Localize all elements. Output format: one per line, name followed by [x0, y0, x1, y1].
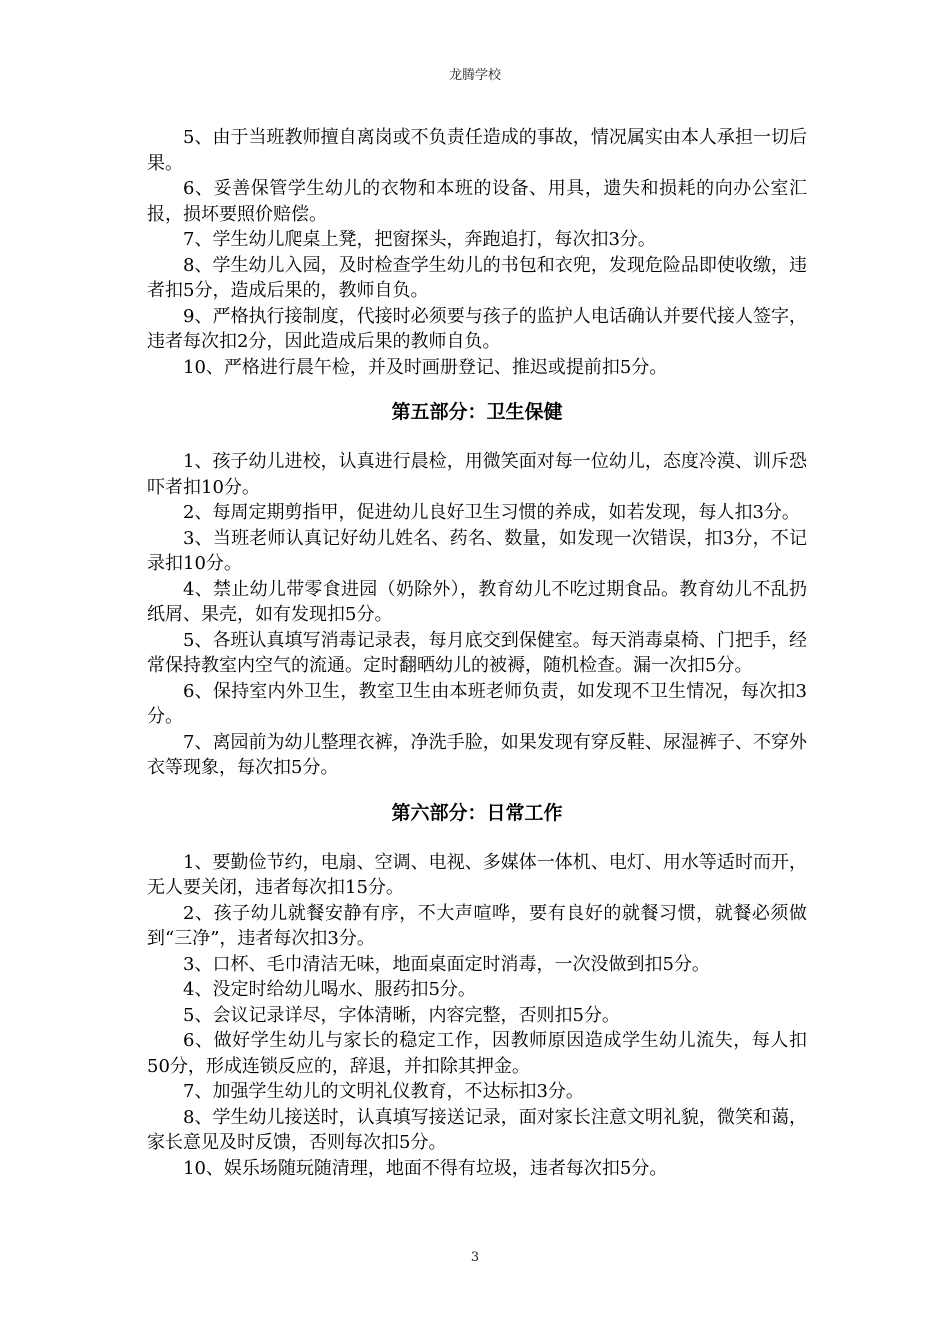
section6-list	[147, 850, 807, 1182]
list-item: 6、妥善保管学生幼儿的衣物和本班的设备、用具，遗失和损耗的向办公室汇报，损坏要照价赔偿。	[147, 178, 807, 225]
list-item: 5、各班认真填写消毒记录表，每月底交到保健室。每天消毒桌椅、门把手，经常保持教室内空气的流通。定时翻晒幼儿的被褥，随机检查。漏一次扣5分。	[147, 629, 807, 676]
list-item: 5、会议记录详尽，字体清晰，内容完整，否则扣5分。	[183, 1004, 620, 1026]
list-item: 4、没定时给幼儿喝水、服药扣5分。	[183, 979, 476, 1000]
section-title-daily-work: 第六部分：日常工作	[391, 801, 563, 824]
list-item: 3、口杯、毛巾清洁无味，地面桌面定时消毒，一次没做到扣5分。	[183, 953, 710, 975]
list-item: 3、当班老师认真记好幼儿姓名、药名、数量，如发现一次错误，扣3分，不记录扣10分。	[147, 527, 807, 574]
page-number: 3	[470, 1250, 480, 1265]
list-item: 8、学生幼儿入园，及时检查学生幼儿的书包和衣兜，发现危险品即使收缴，违者扣5分，造成后果的，教师自负。	[147, 254, 807, 301]
list-item: 9、严格执行接制度，代接时必须要与孩子的监护人电话确认并要代接人签字，违者每次扣2分，因此造成后果的教师自负。	[147, 305, 807, 352]
list-item: 1、孩子幼儿进校，认真进行晨检，用微笑面对每一位幼儿，态度冷漠、训斥恐吓者扣10分。	[147, 451, 807, 498]
list-item: 10、娱乐场随玩随清理，地面不得有垃圾，违者每次扣5分。	[183, 1157, 668, 1179]
list-item: 8、学生幼儿接送时，认真填写接送记录，面对家长注意文明礼貌，微笑和蔼，家长意见及时反馈，否则每次扣5分。	[147, 1106, 807, 1153]
section-title-hygiene: 第五部分：卫生保健	[391, 401, 563, 423]
list-item: 4、禁止幼儿带零食进园（奶除外），教育幼儿不吃过期食品。教育幼儿不乱扔纸屑、果壳，如有发现扣5分。	[147, 578, 807, 625]
list-item: 2、每周定期剪指甲，促进幼儿良好卫生习惯的养成，如若发现，每人扣3分。	[183, 502, 800, 523]
section5-list	[147, 449, 807, 781]
list-item: 7、加强学生幼儿的文明礼仪教育，不达标扣3分。	[183, 1081, 584, 1102]
list-item: 7、离园前为幼儿整理衣裤，净洗手脸，如果发现有穿反鞋、尿湿裤子、不穿外衣等现象，每次扣5分。	[147, 731, 807, 778]
part4-list	[147, 125, 807, 380]
page-content	[147, 125, 807, 1181]
list-item: 6、保持室内外卫生，教室卫生由本班老师负责，如发现不卫生情况，每次扣3分。	[147, 680, 807, 727]
list-item: 2、孩子幼儿就餐安静有序，不大声喧哗，要有良好的就餐习惯，就餐必须做到“三净”，违者每次扣3分。	[147, 902, 807, 949]
page-header: 龙腾学校	[448, 68, 501, 83]
list-item: 7、学生幼儿爬桌上凳，把窗探头，奔跑追打，每次扣3分。	[183, 229, 656, 250]
list-item: 10、严格进行晨午检，并及时画册登记、推迟或提前扣5分。	[183, 356, 668, 378]
list-item: 5、由于当班教师擅自离岗或不负责任造成的事故，情况属实由本人承担一切后果。	[147, 127, 807, 174]
list-item: 6、做好学生幼儿与家长的稳定工作，因教师原因造成学生幼儿流失，每人扣50分，形成连锁反应的，辞退，并扣除其押金。	[147, 1030, 807, 1077]
list-item: 1、要勤俭节约，电扇、空调、电视、多媒体一体机、电灯、用水等适时而开，无人要关闭，违者每次扣15分。	[147, 851, 807, 898]
